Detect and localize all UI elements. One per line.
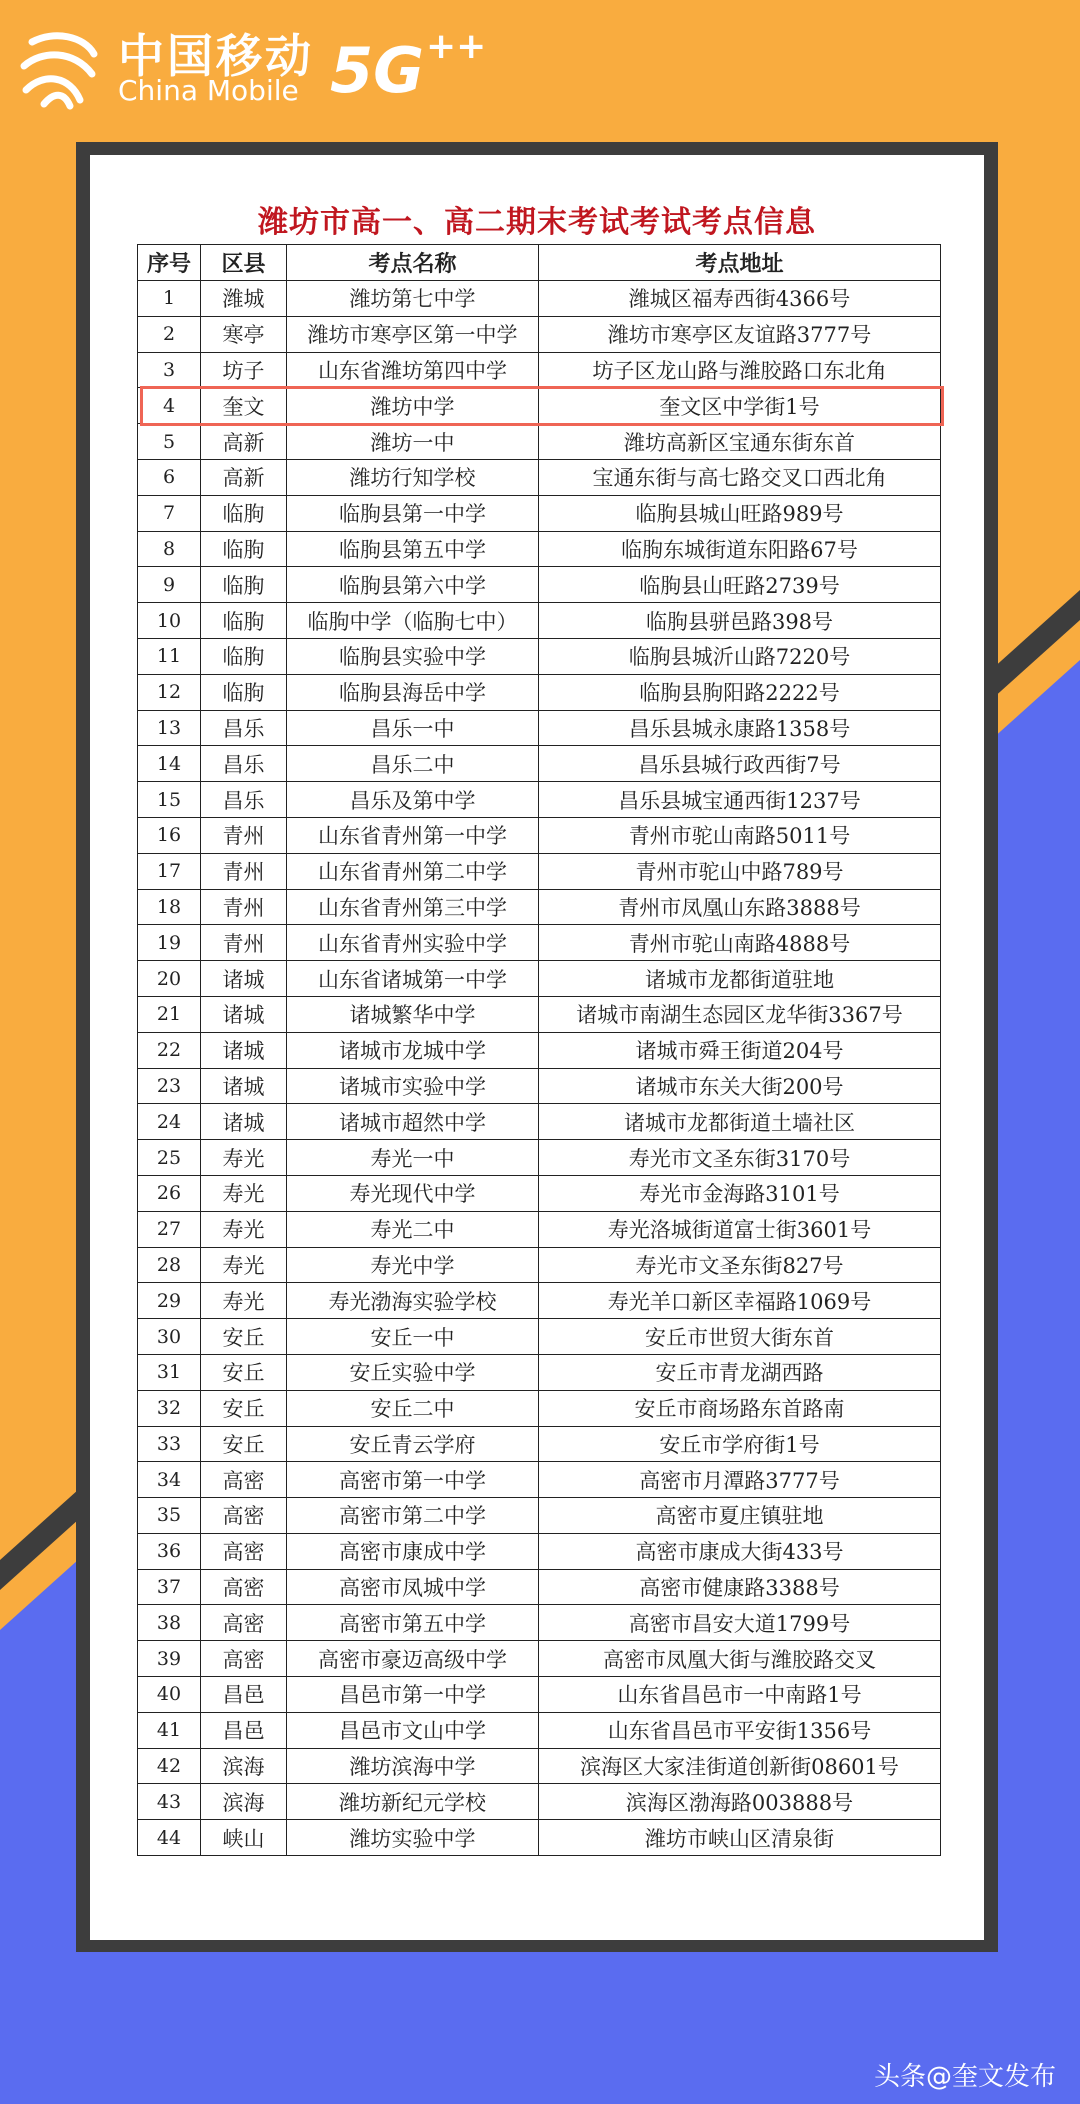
cell-index: 17 xyxy=(138,853,201,889)
cell-site-address: 高密市康成大街433号 xyxy=(539,1533,941,1569)
table-row xyxy=(138,1283,941,1319)
document-title: 潍坊市高一、高二期末考试考试考点信息 xyxy=(258,205,816,240)
table-body xyxy=(138,281,941,1856)
cell-district: 潍城 xyxy=(201,281,287,317)
cell-site-name: 潍坊第七中学 xyxy=(287,281,539,317)
cell-site-name: 潍坊行知学校 xyxy=(287,459,539,495)
cell-site-address: 潍城区福寿西街4366号 xyxy=(539,281,941,317)
cell-site-address: 宝通东街与高七路交叉口西北角 xyxy=(539,459,941,495)
cell-site-name: 安丘青云学府 xyxy=(287,1426,539,1462)
cell-site-address: 青州市驼山中路789号 xyxy=(539,853,941,889)
cell-district: 安丘 xyxy=(201,1426,287,1462)
cell-index: 10 xyxy=(138,603,201,639)
cell-index: 7 xyxy=(138,495,201,531)
cell-site-address: 青州市凤凰山东路3888号 xyxy=(539,889,941,925)
table-row xyxy=(138,1390,941,1426)
cell-index: 12 xyxy=(138,674,201,710)
cell-site-name: 安丘二中 xyxy=(287,1390,539,1426)
header-site-address: 考点地址 xyxy=(539,245,941,281)
table-row xyxy=(138,1104,941,1140)
cell-site-name: 高密市第一中学 xyxy=(287,1462,539,1498)
cell-site-address: 高密市夏庄镇驻地 xyxy=(539,1498,941,1534)
cell-site-name: 临朐县第六中学 xyxy=(287,567,539,603)
cell-site-address: 寿光市文圣东街827号 xyxy=(539,1247,941,1283)
cell-district: 寿光 xyxy=(201,1211,287,1247)
cell-site-name: 潍坊市寒亭区第一中学 xyxy=(287,316,539,352)
table-row xyxy=(138,352,941,388)
cell-index: 24 xyxy=(138,1104,201,1140)
cell-index: 13 xyxy=(138,710,201,746)
table-row xyxy=(138,817,941,853)
cell-site-name: 临朐县第五中学 xyxy=(287,531,539,567)
table-row xyxy=(138,1211,941,1247)
cell-district: 昌乐 xyxy=(201,710,287,746)
cell-index: 27 xyxy=(138,1211,201,1247)
table-row xyxy=(138,1426,941,1462)
cell-site-name: 潍坊中学 xyxy=(287,388,539,424)
cell-site-address: 寿光洛城街道富士街3601号 xyxy=(539,1211,941,1247)
cell-index: 21 xyxy=(138,996,201,1032)
cell-site-name: 昌邑市第一中学 xyxy=(287,1677,539,1713)
cell-site-name: 高密市凤城中学 xyxy=(287,1569,539,1605)
header xyxy=(0,0,1080,125)
cell-site-name: 寿光二中 xyxy=(287,1211,539,1247)
table-row xyxy=(138,1319,941,1355)
cell-district: 临朐 xyxy=(201,495,287,531)
table-row xyxy=(138,281,941,317)
cell-site-address: 安丘市世贸大街东首 xyxy=(539,1319,941,1355)
cell-site-name: 临朐县第一中学 xyxy=(287,495,539,531)
cell-district: 高新 xyxy=(201,424,287,460)
cell-site-name: 寿光现代中学 xyxy=(287,1175,539,1211)
cell-district: 昌邑 xyxy=(201,1712,287,1748)
cell-index: 29 xyxy=(138,1283,201,1319)
cell-site-address: 昌乐县城行政西街7号 xyxy=(539,746,941,782)
table-row xyxy=(138,1247,941,1283)
table-row xyxy=(138,424,941,460)
cell-site-address: 昌乐县城永康路1358号 xyxy=(539,710,941,746)
table-row xyxy=(138,710,941,746)
table-row xyxy=(138,1748,941,1784)
cell-index: 40 xyxy=(138,1677,201,1713)
table-row xyxy=(138,316,941,352)
brand-name-cn: 中国移动 xyxy=(118,29,314,83)
cell-site-address: 临朐县骈邑路398号 xyxy=(539,603,941,639)
cell-site-address: 寿光市金海路3101号 xyxy=(539,1175,941,1211)
table-row xyxy=(138,925,941,961)
cell-site-address: 滨海区渤海路003888号 xyxy=(539,1784,941,1820)
cell-district: 临朐 xyxy=(201,567,287,603)
cell-site-address: 高密市月潭路3777号 xyxy=(539,1462,941,1498)
cell-district: 寒亭 xyxy=(201,316,287,352)
table-row xyxy=(138,1140,941,1176)
cell-index: 26 xyxy=(138,1175,201,1211)
cell-site-name: 寿光中学 xyxy=(287,1247,539,1283)
cell-district: 峡山 xyxy=(201,1820,287,1856)
table-row xyxy=(138,674,941,710)
cell-index: 14 xyxy=(138,746,201,782)
cell-site-name: 潍坊一中 xyxy=(287,424,539,460)
cell-site-name: 诸城繁华中学 xyxy=(287,996,539,1032)
cell-index: 5 xyxy=(138,424,201,460)
table-row xyxy=(138,853,941,889)
cell-index: 38 xyxy=(138,1605,201,1641)
cell-site-name: 临朐县实验中学 xyxy=(287,638,539,674)
table-row xyxy=(138,531,941,567)
cell-site-address: 高密市昌安大道1799号 xyxy=(539,1605,941,1641)
cell-district: 高密 xyxy=(201,1569,287,1605)
cell-site-address: 青州市驼山南路4888号 xyxy=(539,925,941,961)
cell-index: 36 xyxy=(138,1533,201,1569)
header-site-name: 考点名称 xyxy=(287,245,539,281)
cell-index: 43 xyxy=(138,1784,201,1820)
cell-index: 20 xyxy=(138,961,201,997)
cell-index: 6 xyxy=(138,459,201,495)
cell-site-name: 山东省青州第二中学 xyxy=(287,853,539,889)
cell-site-name: 临朐中学（临朐七中） xyxy=(287,603,539,639)
footer-platform: 头条 xyxy=(873,2062,926,2092)
cell-district: 寿光 xyxy=(201,1247,287,1283)
table-row xyxy=(138,459,941,495)
cell-site-address: 诸城市舜王街道204号 xyxy=(539,1032,941,1068)
cell-site-address: 安丘市学府街1号 xyxy=(539,1426,941,1462)
cell-district: 安丘 xyxy=(201,1319,287,1355)
cell-site-address: 临朐县城沂山路7220号 xyxy=(539,638,941,674)
cell-site-address: 高密市凤凰大街与潍胶路交叉 xyxy=(539,1641,941,1677)
cell-district: 昌邑 xyxy=(201,1677,287,1713)
cell-site-address: 诸城市龙都街道土墙社区 xyxy=(539,1104,941,1140)
table-row xyxy=(138,1641,941,1677)
cell-site-address: 奎文区中学街1号 xyxy=(539,388,941,424)
cell-site-address: 寿光羊口新区幸福路1069号 xyxy=(539,1283,941,1319)
cell-district: 临朐 xyxy=(201,531,287,567)
cell-index: 35 xyxy=(138,1498,201,1534)
cell-district: 昌乐 xyxy=(201,782,287,818)
cell-site-address: 山东省昌邑市一中南路1号 xyxy=(539,1677,941,1713)
table-row xyxy=(138,1712,941,1748)
brand-name-en: China Mobile xyxy=(118,74,299,107)
cell-index: 25 xyxy=(138,1140,201,1176)
cell-district: 高密 xyxy=(201,1498,287,1534)
footer-watermark xyxy=(874,2056,1056,2093)
cell-site-address: 诸城市龙都街道驻地 xyxy=(539,961,941,997)
cell-index: 30 xyxy=(138,1319,201,1355)
5g-plus-text: ++ xyxy=(426,26,487,67)
cell-site-name: 潍坊滨海中学 xyxy=(287,1748,539,1784)
cell-index: 41 xyxy=(138,1712,201,1748)
table-row xyxy=(138,1677,941,1713)
cell-district: 诸城 xyxy=(201,1104,287,1140)
cell-district: 高密 xyxy=(201,1462,287,1498)
cell-index: 1 xyxy=(138,281,201,317)
cell-site-name: 高密市第二中学 xyxy=(287,1498,539,1534)
cell-district: 临朐 xyxy=(201,674,287,710)
cell-site-address: 高密市健康路3388号 xyxy=(539,1569,941,1605)
table-row xyxy=(138,1820,941,1856)
cell-site-name: 临朐县海岳中学 xyxy=(287,674,539,710)
cell-site-name: 寿光一中 xyxy=(287,1140,539,1176)
cell-district: 安丘 xyxy=(201,1390,287,1426)
cell-district: 寿光 xyxy=(201,1175,287,1211)
cell-district: 高新 xyxy=(201,459,287,495)
cell-site-name: 诸城市超然中学 xyxy=(287,1104,539,1140)
cell-site-address: 临朐县朐阳路2222号 xyxy=(539,674,941,710)
table-row xyxy=(138,746,941,782)
cell-index: 4 xyxy=(138,388,201,424)
cell-district: 滨海 xyxy=(201,1748,287,1784)
cell-district: 青州 xyxy=(201,817,287,853)
cell-district: 诸城 xyxy=(201,1068,287,1104)
table-row xyxy=(138,889,941,925)
exam-site-table xyxy=(137,244,941,1856)
table-header-row xyxy=(138,245,941,281)
cell-index: 2 xyxy=(138,316,201,352)
cell-site-name: 诸城市实验中学 xyxy=(287,1068,539,1104)
cell-site-address: 诸城市南湖生态园区龙华街3367号 xyxy=(539,996,941,1032)
cell-site-name: 潍坊新纪元学校 xyxy=(287,1784,539,1820)
cell-site-name: 山东省青州实验中学 xyxy=(287,925,539,961)
header-index: 序号 xyxy=(138,245,201,281)
cell-site-name: 昌邑市文山中学 xyxy=(287,1712,539,1748)
cell-site-name: 昌乐二中 xyxy=(287,746,539,782)
cell-site-address: 寿光市文圣东街3170号 xyxy=(539,1140,941,1176)
cell-index: 31 xyxy=(138,1354,201,1390)
cell-index: 44 xyxy=(138,1820,201,1856)
cell-site-name: 寿光渤海实验学校 xyxy=(287,1283,539,1319)
cell-index: 23 xyxy=(138,1068,201,1104)
cell-site-name: 山东省诸城第一中学 xyxy=(287,961,539,997)
highlight-box xyxy=(140,386,944,426)
cell-district: 安丘 xyxy=(201,1354,287,1390)
cell-district: 滨海 xyxy=(201,1784,287,1820)
5g-logo xyxy=(330,26,487,107)
table-row xyxy=(138,1462,941,1498)
table-row xyxy=(138,1569,941,1605)
table-row xyxy=(138,961,941,997)
table-row xyxy=(138,782,941,818)
cell-index: 39 xyxy=(138,1641,201,1677)
cell-site-address: 潍坊市寒亭区友谊路3777号 xyxy=(539,316,941,352)
cell-site-address: 临朐县城山旺路989号 xyxy=(539,495,941,531)
table-row xyxy=(138,996,941,1032)
cell-district: 临朐 xyxy=(201,638,287,674)
cell-district: 昌乐 xyxy=(201,746,287,782)
cell-site-name: 山东省青州第一中学 xyxy=(287,817,539,853)
cell-district: 高密 xyxy=(201,1605,287,1641)
table-row xyxy=(138,1533,941,1569)
cell-site-address: 临朐东城街道东阳路67号 xyxy=(539,531,941,567)
cell-site-name: 潍坊实验中学 xyxy=(287,1820,539,1856)
cell-site-address: 临朐县山旺路2739号 xyxy=(539,567,941,603)
cell-index: 19 xyxy=(138,925,201,961)
table-row xyxy=(138,1354,941,1390)
cell-index: 8 xyxy=(138,531,201,567)
china-mobile-logo-icon xyxy=(14,22,104,112)
cell-district: 高密 xyxy=(201,1641,287,1677)
table-row xyxy=(138,603,941,639)
cell-site-name: 高密市康成中学 xyxy=(287,1533,539,1569)
table-row xyxy=(138,1784,941,1820)
cell-site-name: 昌乐一中 xyxy=(287,710,539,746)
cell-site-name: 高密市第五中学 xyxy=(287,1605,539,1641)
cell-site-name: 安丘实验中学 xyxy=(287,1354,539,1390)
cell-district: 高密 xyxy=(201,1533,287,1569)
cell-index: 3 xyxy=(138,352,201,388)
cell-site-address: 诸城市东关大街200号 xyxy=(539,1068,941,1104)
table-row xyxy=(138,1032,941,1068)
cell-site-name: 昌乐及第中学 xyxy=(287,782,539,818)
cell-site-address: 山东省昌邑市平安街1356号 xyxy=(539,1712,941,1748)
cell-site-address: 潍坊高新区宝通东街东首 xyxy=(539,424,941,460)
table-row xyxy=(138,1498,941,1534)
cell-district: 诸城 xyxy=(201,996,287,1032)
table-row xyxy=(138,495,941,531)
cell-site-address: 昌乐县城宝通西街1237号 xyxy=(539,782,941,818)
cell-district: 诸城 xyxy=(201,1032,287,1068)
cell-district: 青州 xyxy=(201,889,287,925)
table-row xyxy=(138,638,941,674)
table-row xyxy=(138,1068,941,1104)
cell-site-address: 坊子区龙山路与潍胶路口东北角 xyxy=(539,352,941,388)
cell-site-address: 潍坊市峡山区清泉街 xyxy=(539,1820,941,1856)
cell-index: 22 xyxy=(138,1032,201,1068)
cell-district: 坊子 xyxy=(201,352,287,388)
cell-index: 33 xyxy=(138,1426,201,1462)
cell-site-address: 青州市驼山南路5011号 xyxy=(539,817,941,853)
cell-district: 寿光 xyxy=(201,1140,287,1176)
5g-text: 5G xyxy=(330,34,425,107)
table-row xyxy=(138,1175,941,1211)
cell-district: 临朐 xyxy=(201,603,287,639)
cell-index: 18 xyxy=(138,889,201,925)
cell-district: 诸城 xyxy=(201,961,287,997)
cell-site-address: 安丘市商场路东首路南 xyxy=(539,1390,941,1426)
cell-district: 青州 xyxy=(201,853,287,889)
cell-district: 青州 xyxy=(201,925,287,961)
cell-index: 9 xyxy=(138,567,201,603)
cell-district: 奎文 xyxy=(201,388,287,424)
table-row xyxy=(138,1605,941,1641)
cell-index: 32 xyxy=(138,1390,201,1426)
cell-site-name: 安丘一中 xyxy=(287,1319,539,1355)
footer-account: @奎文发布 xyxy=(925,2062,1056,2092)
table-row xyxy=(138,567,941,603)
cell-district: 寿光 xyxy=(201,1283,287,1319)
cell-index: 37 xyxy=(138,1569,201,1605)
header-district: 区县 xyxy=(201,245,287,281)
cell-site-name: 山东省青州第三中学 xyxy=(287,889,539,925)
cell-index: 28 xyxy=(138,1247,201,1283)
cell-index: 34 xyxy=(138,1462,201,1498)
cell-site-name: 高密市豪迈高级中学 xyxy=(287,1641,539,1677)
cell-index: 16 xyxy=(138,817,201,853)
cell-site-name: 诸城市龙城中学 xyxy=(287,1032,539,1068)
cell-site-address: 滨海区大家洼街道创新街08601号 xyxy=(539,1748,941,1784)
cell-site-name: 山东省潍坊第四中学 xyxy=(287,352,539,388)
cell-index: 42 xyxy=(138,1748,201,1784)
cell-index: 15 xyxy=(138,782,201,818)
cell-index: 11 xyxy=(138,638,201,674)
cell-site-address: 安丘市青龙湖西路 xyxy=(539,1354,941,1390)
